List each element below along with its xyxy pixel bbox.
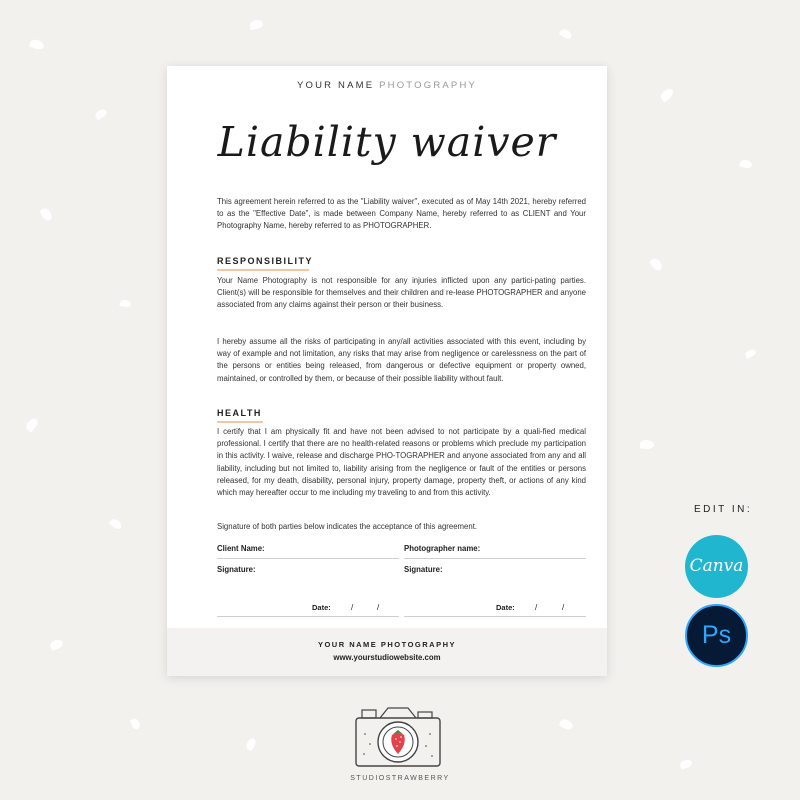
client-name-label: Client Name: xyxy=(217,544,265,553)
photoshop-icon: Ps xyxy=(685,604,748,667)
footer-website: www.yourstudiowebsite.com xyxy=(333,653,441,662)
photographer-name-line[interactable] xyxy=(404,558,586,559)
brand-header xyxy=(167,80,607,91)
client-signature-label: Signature: xyxy=(217,565,256,574)
client-signature-line[interactable] xyxy=(217,616,399,617)
date-slash: / xyxy=(562,603,565,612)
footer-brand: YOUR NAME PHOTOGRAPHY xyxy=(317,640,457,649)
photographer-signature-label: Signature: xyxy=(404,565,443,574)
responsibility-underline xyxy=(217,269,309,271)
brand-suffix: PHOTOGRAPHY xyxy=(379,80,478,91)
document-title: Liability waiver xyxy=(217,118,557,166)
health-paragraph-1: I certify that I am physically fit and have not been advised to not participate by a quali-fied medical professional. I certify that there are no health-related reasons or problems which preclude my participation in this activity. I waive, release and discharge PHO-TOGRAPHER and anyone associated from any and all liability, including but not limited to, liability arising from the negligence or fault of the entities or persons released, for my death, disability, personal injury, property damage, property theft, or actions of any kind which may hereafter occur to me including my traveling to and from this activity. xyxy=(217,427,586,498)
edit-in-label: EDIT IN: xyxy=(694,504,753,515)
camera-strawberry-icon xyxy=(350,704,446,770)
photographer-name-label: Photographer name: xyxy=(404,544,481,553)
responsibility-paragraph-1: Your Name Photography is not responsible for any injuries inflicted upon any partici-pating parties. Client(s) will be responsible for themselves and their children and re-lease PHOTOGRAPHER and anyone associated from any claims against their person or their business. xyxy=(217,276,586,310)
waiver-document xyxy=(167,66,607,676)
responsibility-heading: RESPONSIBILITY xyxy=(217,256,314,266)
health-heading: HEALTH xyxy=(217,408,262,418)
document-footer xyxy=(167,628,607,676)
brand-name: YOUR NAME xyxy=(296,80,375,91)
client-name-line[interactable] xyxy=(217,558,399,559)
health-underline xyxy=(217,421,263,423)
studio-logo-name: STUDIOSTRAWBERRY xyxy=(350,775,450,782)
client-date-label: Date: xyxy=(312,603,331,612)
responsibility-paragraph-2: I hereby assume all the risks of participating in any/all activities associated with this event, including by way of example and not limitation, any risks that may arise from negligence or carelessness on the part of the persons or entities being released, from dangerous or defective equipment or property owned, maintained, or controlled by them, or because of their possible liability without fault. xyxy=(217,337,586,383)
intro-paragraph: This agreement herein referred to as the "Liability waiver", executed as of May 14th 2021, hereby referred to as the "Effective Date", is made between Company Name, hereby referred to as CLIENT and Your Photography Name, hereby referred to as PHOTOGRAPHER. xyxy=(217,197,586,231)
agreement-statement: Signature of both parties below indicates the acceptance of this agreement. xyxy=(217,522,478,531)
date-slash: / xyxy=(351,603,354,612)
photographer-date-label: Date: xyxy=(496,603,515,612)
canva-icon: Canva xyxy=(685,535,748,598)
photographer-signature-line[interactable] xyxy=(404,616,586,617)
date-slash: / xyxy=(535,603,538,612)
date-slash: / xyxy=(377,603,380,612)
